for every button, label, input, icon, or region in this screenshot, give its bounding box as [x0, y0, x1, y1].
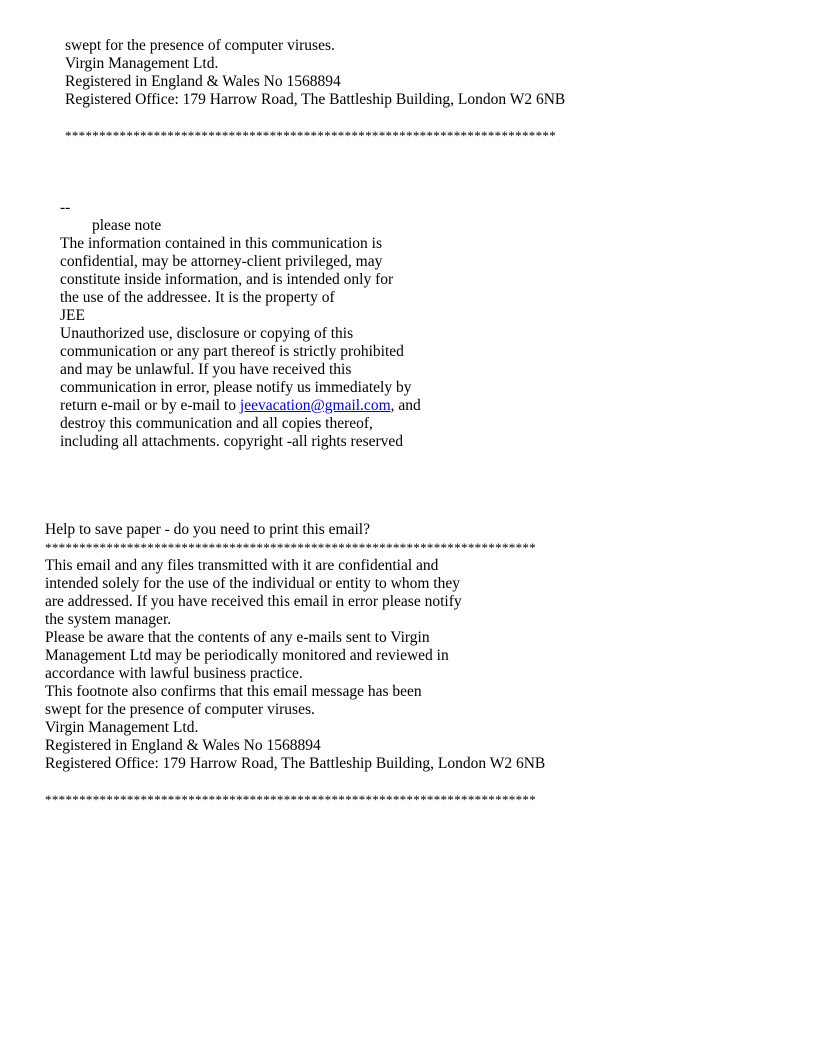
link-suffix: , and: [390, 397, 421, 414]
confidentiality-notice: [60, 199, 421, 451]
signature-separator: --: [60, 199, 71, 216]
notice-line: confidential, may be attorney-client privileged, may: [60, 253, 383, 270]
star-divider: ************************************************************************: [45, 792, 537, 807]
footer-line: the system manager.: [45, 611, 172, 628]
star-divider: ************************************************************************: [65, 128, 557, 143]
footer-line: intended solely for the use of the individual or entity to whom they: [45, 575, 460, 592]
footer-line: accordance with lawful business practice.: [45, 665, 303, 682]
footer-line: This email and any files transmitted with it are confidential and: [45, 557, 439, 574]
footer-line: Registered in England & Wales No 1568894: [45, 737, 321, 754]
footer-line: Registered Office: 179 Harrow Road, The Battleship Building, London W2 6NB: [65, 91, 566, 108]
notice-line: including all attachments. copyright -all rights reserved: [60, 433, 404, 450]
footer-line: Virgin Management Ltd.: [65, 55, 219, 72]
footer-line: Please be aware that the contents of any e-mails sent to Virgin: [45, 629, 430, 646]
footer-line: swept for the presence of computer viruses.: [45, 701, 315, 718]
notice-line: Unauthorized use, disclosure or copying of this: [60, 325, 354, 342]
email-link[interactable]: jeevacation@gmail.com: [239, 397, 391, 414]
notice-line: JEE: [60, 307, 85, 324]
print-prompt: Help to save paper - do you need to print this email?: [45, 521, 370, 538]
quoted-footer-divider: [65, 127, 556, 145]
star-divider: ************************************************************************: [45, 540, 537, 555]
notice-line: and may be unlawful. If you have received this: [60, 361, 352, 378]
link-prefix: return e-mail or by e-mail to: [60, 397, 240, 414]
footer-line: This footnote also confirms that this email message has been: [45, 683, 422, 700]
footer-end-divider: [45, 791, 536, 809]
footer-line: Virgin Management Ltd.: [45, 719, 199, 736]
notice-heading: please note: [92, 217, 162, 234]
notice-line: constitute inside information, and is intended only for: [60, 271, 394, 288]
virgin-footer: [45, 521, 545, 773]
footer-line: are addressed. If you have received this email in error please notify: [45, 593, 462, 610]
notice-link-line: [60, 397, 421, 415]
notice-line: destroy this communication and all copies thereof,: [60, 415, 373, 432]
notice-line: The information contained in this communication is: [60, 235, 382, 252]
footer-line: Registered Office: 179 Harrow Road, The Battleship Building, London W2 6NB: [45, 755, 546, 772]
footer-line: Management Ltd may be periodically monitored and reviewed in: [45, 647, 449, 664]
quoted-footer: [65, 37, 565, 109]
notice-line: the use of the addressee. It is the property of: [60, 289, 335, 306]
footer-line: swept for the presence of computer viruses.: [65, 37, 335, 54]
notice-line: communication in error, please notify us immediately by: [60, 379, 412, 396]
footer-line: Registered in England & Wales No 1568894: [65, 73, 341, 90]
notice-line: communication or any part thereof is strictly prohibited: [60, 343, 404, 360]
